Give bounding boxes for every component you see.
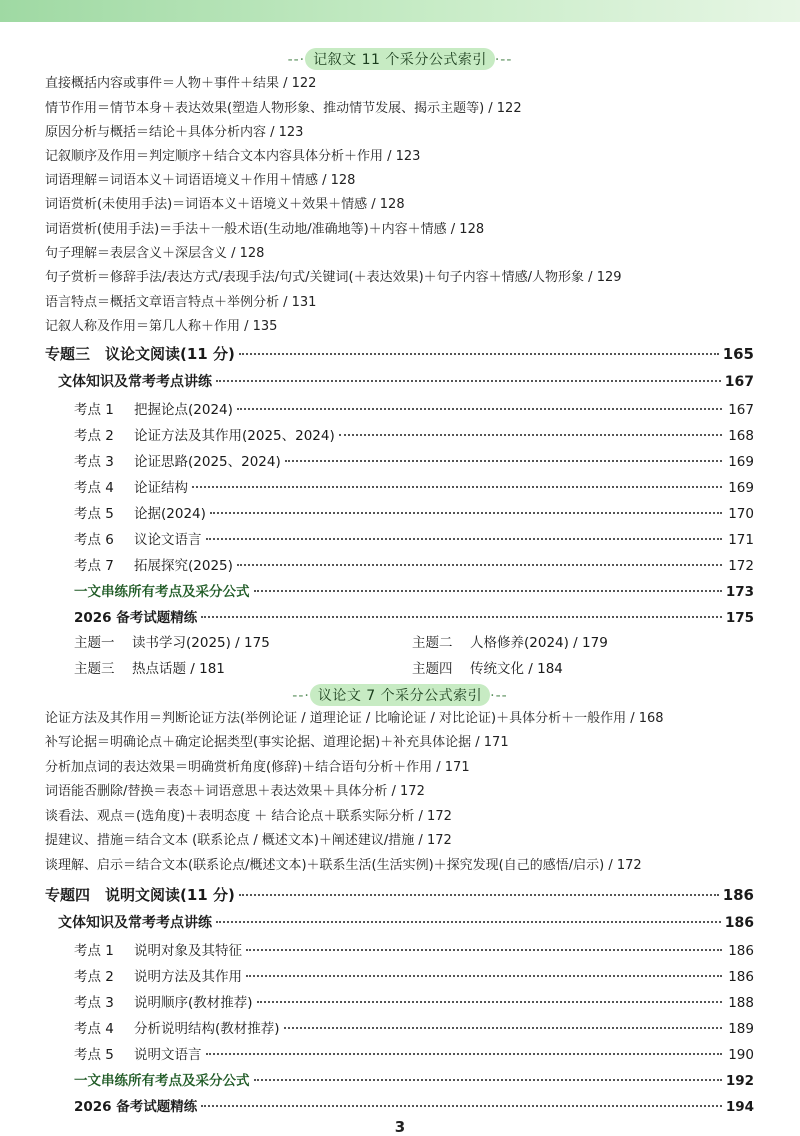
leader-dots	[206, 538, 723, 540]
page-ref: 170	[728, 506, 754, 522]
toc-point[interactable]	[74, 1017, 754, 1037]
formula-line: 句子理解＝表层含义＋深层含义 / 128	[45, 246, 265, 261]
leader-dots	[206, 1053, 723, 1055]
leader-dots	[216, 380, 721, 382]
section-title: 文体知识及常考考点讲练	[58, 915, 212, 931]
toc-point[interactable]	[74, 502, 754, 522]
section-title: 文体知识及常考考点讲练	[58, 374, 212, 390]
formula-line: 分析加点词的表达效果＝明确赏析角度(修辞)＋结合语句分析＋作用 / 171	[45, 760, 470, 775]
leader-dots	[201, 1105, 722, 1107]
page-ref: 186	[728, 969, 754, 985]
theme-title: 读书学习(2025) / 175	[132, 635, 270, 651]
page-ref: 188	[728, 995, 754, 1011]
formula-line: 记叙人称及作用＝第几人称＋作用 / 135	[45, 319, 278, 334]
point-number: 考点 5	[74, 506, 114, 522]
leader-dots	[239, 894, 719, 896]
toc-point[interactable]	[74, 476, 754, 496]
formula-line: 句子赏析＝修辞手法/表达方式/表现手法/句式/关键词(＋表达效果)＋句子内容＋情感/人物形象 / 129	[45, 270, 622, 285]
formula-line: 记叙顺序及作用＝判定顺序＋结合文本内容具体分析＋作用 / 123	[45, 149, 421, 164]
point-title: 说明对象及其特征	[134, 943, 242, 959]
leader-dots	[254, 1079, 722, 1081]
theme-number: 主题四	[412, 661, 453, 677]
leader-dots	[192, 486, 722, 488]
point-title: 说明文语言	[134, 1047, 202, 1063]
leader-dots	[216, 921, 721, 923]
argument-formula-index-banner: --· 议论文 7 个采分公式索引 ·--	[0, 684, 800, 706]
theme-number: 主题一	[74, 635, 115, 651]
leader-dots	[201, 616, 722, 618]
toc-point[interactable]	[74, 965, 754, 985]
page-ref: 190	[728, 1047, 754, 1063]
page-ref: 172	[728, 558, 754, 574]
page-ref: 165	[722, 345, 754, 363]
toc-point[interactable]	[74, 939, 754, 959]
series-title: 一文串练所有考点及采分公式	[74, 1073, 250, 1089]
topic-title: 专题三 议论文阅读(11 分)	[45, 345, 235, 363]
point-number: 考点 7	[74, 558, 114, 574]
formula-line: 词语理解＝词语本义＋词语语境义＋作用＋情感 / 128	[45, 173, 356, 188]
page-ref: 167	[728, 402, 754, 418]
point-number: 考点 6	[74, 532, 114, 548]
page-ref: 171	[728, 532, 754, 548]
leader-dots	[237, 408, 722, 410]
toc-series-practice[interactable]	[74, 580, 754, 600]
toc-point[interactable]	[74, 991, 754, 1011]
page-ref: 186	[728, 943, 754, 959]
page-ref: 189	[728, 1021, 754, 1037]
toc-series-practice[interactable]	[74, 1069, 754, 1089]
point-title: 论据(2024)	[134, 506, 206, 522]
toc-point[interactable]	[74, 398, 754, 418]
page-ref: 192	[725, 1073, 754, 1089]
page-number: 3	[394, 1118, 406, 1136]
formula-line: 谈看法、观点＝(选角度)＋表明态度 ＋ 结合论点＋联系实际分析 / 172	[45, 809, 452, 824]
point-number: 考点 1	[74, 943, 114, 959]
formula-line: 原因分析与概括＝结论＋具体分析内容 / 123	[45, 125, 304, 140]
series-title: 一文串练所有考点及采分公式	[74, 584, 250, 600]
leader-dots	[254, 590, 722, 592]
top-color-band	[0, 0, 800, 22]
formula-line: 语言特点＝概括文章语言特点＋举例分析 / 131	[45, 295, 317, 310]
leader-dots	[284, 1027, 722, 1029]
point-number: 考点 2	[74, 428, 114, 444]
leader-dots	[237, 564, 722, 566]
toc-point[interactable]	[74, 450, 754, 470]
toc-point[interactable]	[74, 1043, 754, 1063]
page-ref: 167	[724, 374, 754, 390]
point-title: 议论文语言	[134, 532, 202, 548]
banner-title: 议论文 7 个采分公式索引	[310, 684, 490, 706]
toc-section[interactable]	[58, 912, 754, 932]
point-number: 考点 4	[74, 480, 114, 496]
point-title: 说明方法及其作用	[134, 969, 242, 985]
leader-dots	[246, 975, 722, 977]
point-number: 考点 4	[74, 1021, 114, 1037]
leader-dots	[285, 460, 722, 462]
exam-title: 2026 备考试题精练	[74, 610, 198, 626]
page-ref: 169	[728, 480, 754, 496]
page-ref: 194	[725, 1099, 754, 1115]
formula-line: 论证方法及其作用＝判断论证方法(举例论证 / 道理论证 / 比喻论证 / 对比论证)＋具体分析＋一般作用 / 168	[45, 711, 664, 726]
toc-point[interactable]	[74, 554, 754, 574]
toc-point[interactable]	[74, 424, 754, 444]
toc-exam-practice[interactable]	[74, 606, 754, 626]
formula-line: 谈理解、启示＝结合文本(联系论点/概述文本)＋联系生活(生活实例)＋探究发现(自己的感悟/启示) / 172	[45, 858, 642, 873]
page-ref: 186	[724, 915, 754, 931]
point-title: 论证方法及其作用(2025、2024)	[134, 428, 335, 444]
formula-line: 情节作用＝情节本身＋表达效果(塑造人物形象、推动情节发展、揭示主题等) / 122	[45, 101, 522, 116]
page-ref: 168	[728, 428, 754, 444]
leader-dots	[239, 353, 719, 355]
theme-title: 热点话题 / 181	[132, 661, 225, 677]
toc-section[interactable]	[58, 371, 754, 391]
point-title: 拓展探究(2025)	[134, 558, 233, 574]
toc-topic-4[interactable]	[45, 884, 754, 905]
theme-number: 主题二	[412, 635, 453, 651]
leader-dots	[210, 512, 722, 514]
formula-line: 直接概括内容或事件＝人物＋事件＋结果 / 122	[45, 76, 317, 91]
formula-line: 补写论据＝明确论点＋确定论据类型(事实论据、道理论据)＋补充具体论据 / 171	[45, 735, 509, 750]
banner-title: 记叙文 11 个采分公式索引	[305, 48, 495, 70]
formula-line: 词语能否删除/替换＝表态＋词语意思＋表达效果＋具体分析 / 172	[45, 784, 425, 799]
narrative-formula-index-banner: --· 记叙文 11 个采分公式索引 ·--	[0, 48, 800, 70]
toc-theme[interactable]	[412, 631, 608, 651]
point-title: 论证结构	[134, 480, 188, 496]
formula-line: 提建议、措施＝结合文本 (联系论点 / 概述文本)＋阐述建议/措施 / 172	[45, 833, 452, 848]
point-number: 考点 1	[74, 402, 114, 418]
theme-title: 人格修养(2024) / 179	[470, 635, 608, 651]
toc-theme[interactable]	[74, 657, 225, 677]
leader-dots	[257, 1001, 722, 1003]
point-number: 考点 2	[74, 969, 114, 985]
leader-dots	[339, 434, 722, 436]
formula-line: 词语赏析(使用手法)＝手法＋一般术语(生动地/准确地等)＋内容＋情感 / 128	[45, 222, 485, 237]
page-ref: 173	[725, 584, 754, 600]
point-title: 论证思路(2025、2024)	[134, 454, 281, 470]
exam-title: 2026 备考试题精练	[74, 1099, 198, 1115]
toc-theme[interactable]	[412, 657, 563, 677]
point-title: 分析说明结构(教材推荐)	[134, 1021, 280, 1037]
toc-theme[interactable]	[74, 631, 270, 651]
point-number: 考点 3	[74, 995, 114, 1011]
toc-topic-3[interactable]	[45, 343, 754, 364]
theme-number: 主题三	[74, 661, 115, 677]
theme-title: 传统文化 / 184	[470, 661, 563, 677]
toc-exam-practice[interactable]	[74, 1095, 754, 1115]
page-ref: 186	[722, 886, 754, 904]
topic-title: 专题四 说明文阅读(11 分)	[45, 886, 235, 904]
page-ref: 175	[725, 610, 754, 626]
formula-line: 词语赏析(未使用手法)＝词语本义＋语境义＋效果＋情感 / 128	[45, 197, 405, 212]
point-number: 考点 5	[74, 1047, 114, 1063]
leader-dots	[246, 949, 722, 951]
toc-point[interactable]	[74, 528, 754, 548]
page-ref: 169	[728, 454, 754, 470]
point-title: 把握论点(2024)	[134, 402, 233, 418]
point-number: 考点 3	[74, 454, 114, 470]
point-title: 说明顺序(教材推荐)	[134, 995, 253, 1011]
